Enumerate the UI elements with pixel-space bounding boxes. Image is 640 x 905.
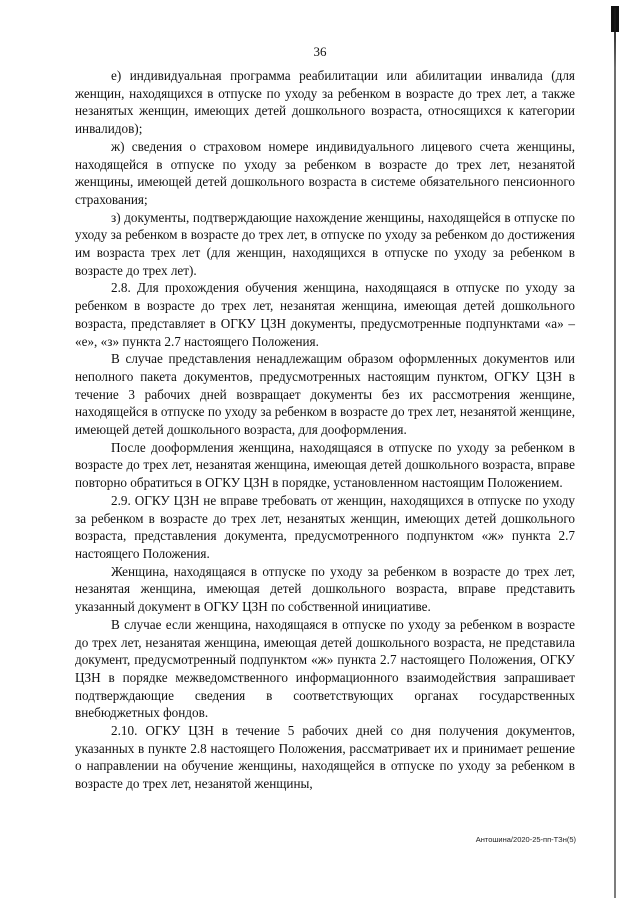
scan-edge-line: [614, 8, 616, 898]
paragraph-improper-docs: В случае представления ненадлежащим образом оформленных документов или неполного пакета документов, предусмотренных настоящим пунктом, ОГКУ ЦЗН в течение 3 рабочих дней возвращает документы без их рассмотрения женщине, находящейся в отпуске по уходу за ребенком в возрасте до трех лет, незанятой женщине, имеющей детей дошкольного возраста, для дооформления.: [75, 351, 575, 438]
paragraph-item-zh: ж) сведения о страховом номере индивидуального лицевого счета женщины, находящейся в отпуске по уходу за ребенком в возрасте до трех лет, незанятой женщины, имеющей детей дошкольного возраста в системе обязательного пенсионного страхования;: [75, 138, 575, 207]
paragraph-after-completion: После дооформления женщина, находящаяся в отпуске по уходу за ребенком в возрасте до трех лет, незанятая женщина, имеющая детей дошкольного возраста, вправе повторно обратиться в ОГКУ ЦЗН в порядке, установленном настоящим Положением.: [75, 439, 575, 491]
paragraph-item-z: з) документы, подтверждающие нахождение женщины, находящейся в отпуске по уходу за ребенком в возрасте до трех лет, в отпуске по уходу за ребенком до достижения им возраста трех лет (для женщин, находящихся в отпуске по уходу за ребенком в возрасте до трех лет).: [75, 209, 575, 278]
paragraph-2-10: 2.10. ОГКУ ЦЗН в течение 5 рабочих дней со дня получения документов, указанных в пункте 2.8 настоящего Положения, рассматривает их и принимает решение о направлении на обучение женщины, находящейся в отпуске по уходу за ребенком в возрасте до трех лет, незанятой женщины,: [75, 723, 575, 792]
paragraph-own-initiative: Женщина, находящаяся в отпуске по уходу за ребенком в возрасте до трех лет, незанятая женщина, имеющая детей дошкольного возраста, вправе представить указанный документ в ОГКУ ЦЗН по собственной инициативе.: [75, 563, 575, 615]
document-body: [75, 67, 575, 793]
document-footer-code: Антошина/2020-25-пп-ТЗн(5): [475, 835, 576, 844]
paragraph-2-9: 2.9. ОГКУ ЦЗН не вправе требовать от женщин, находящихся в отпуске по уходу за ребенком в возрасте до трех лет, незанятых женщин, имеющих детей дошкольного возраста, представления документа, предусмотренного подпунктом «ж» пункта 2.7 настоящего Положения.: [75, 492, 575, 561]
paragraph-2-8: 2.8. Для прохождения обучения женщина, находящаяся в отпуске по уходу за ребенком в возрасте до трех лет, незанятая женщина, имеющая детей дошкольного возраста, представляет в ОГКУ ЦЗН документы, предусмотренные подпунктами «а» – «е», «з» пункта 2.7 настоящего Положения.: [75, 280, 575, 349]
paragraph-interagency-request: В случае если женщина, находящаяся в отпуске по уходу за ребенком в возрасте до трех лет, незанятая женщина, имеющая детей дошкольного возраста, не представила документ, предусмотренный подпунктом «ж» пункта 2.7 настоящего Положения, ОГКУ ЦЗН в порядке межведомственного информационного взаимодействия запрашивает подтверждающие сведения в соответствующих органах государственных внебюджетных фондов.: [75, 616, 575, 721]
page-number: 36: [313, 44, 327, 59]
paragraph-item-e: е) индивидуальная программа реабилитации или абилитации инвалида (для женщин, находящихся в отпуске по уходу за ребенком в возрасте до трех лет, а также незанятых женщин, имеющих детей дошкольного возраста, относящихся к категории инвалидов);: [75, 68, 575, 137]
